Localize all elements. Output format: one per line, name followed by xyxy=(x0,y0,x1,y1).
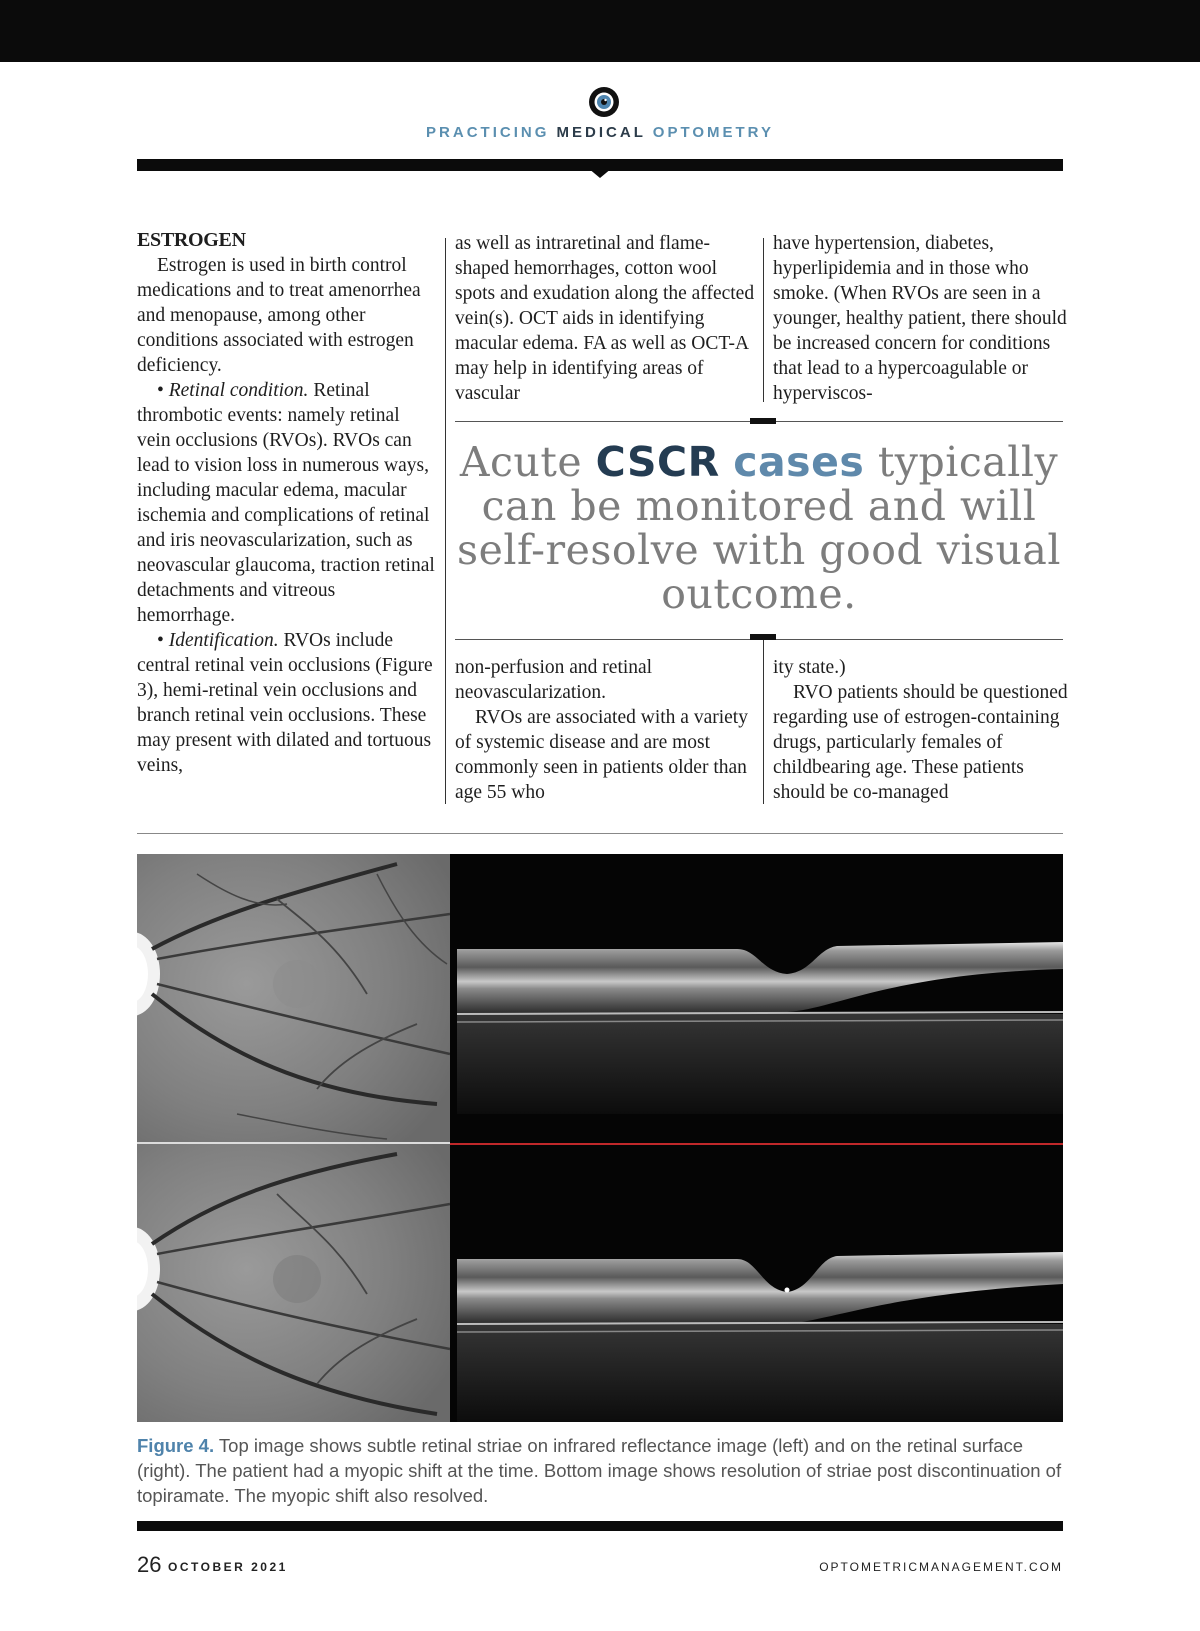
oct-scan-top xyxy=(450,854,1063,1143)
paragraph: • Retinal condition. Retinal thrombotic events: namely retinal vein occlusions (RVOs). RVOs can lead to vision loss in numerous ways, including macular edema, macular ischemia and complications of retinal and iris neovascularization, such as neovascular glaucoma, traction retinal detachments and vitreous hemorrhage. xyxy=(137,380,435,626)
paragraph: Estrogen is used in birth control medications and to treat amenorrhea and menopause, among other conditions associated with estrogen deficiency. xyxy=(137,255,421,376)
fundus-image-bottom xyxy=(137,1144,450,1422)
header-rule-notch xyxy=(588,168,612,178)
oct-fundus-composite xyxy=(137,854,1063,1422)
paragraph: as well as intraretinal and flame-shaped hemorrhages, cotton wool spots and exudation along the affected vein(s). OCT aids in identifying macular edema. FA as well as OCT-A may help in identifying areas of vascular xyxy=(455,233,755,404)
fundus-image-top xyxy=(137,854,450,1142)
paragraph: have hypertension, diabetes, hyperlipidemia and in those who smoke. (When RVOs are seen in a younger, healthy patient, there should be increased concern for conditions that lead to a hypercoagulable or hyperviscos- xyxy=(773,233,1067,404)
section-heading: ESTROGEN xyxy=(137,229,246,251)
column-divider xyxy=(763,238,764,402)
pullquote-top-tick xyxy=(750,418,776,424)
footer-rule xyxy=(137,1521,1063,1531)
paragraph: • Identification. RVOs include central retinal vein occlusions (Figure 3), hemi-retinal vein occlusions and branch retinal vein occlusions. These may present with dilated and tortuous veins, xyxy=(137,630,433,776)
running-head: PRACTICING MEDICAL OPTOMETRY xyxy=(426,124,774,141)
paragraph-label: Retinal condition. xyxy=(168,380,309,401)
paragraph-label: Identification. xyxy=(168,630,279,651)
paragraph: RVOs are associated with a variety of systemic disease and are most commonly seen in patients older than age 55 who xyxy=(455,707,748,803)
figure-4-image xyxy=(137,854,1063,1422)
paragraph: ity state.) xyxy=(773,657,846,678)
paragraph: non-perfusion and retinal neovascularization. xyxy=(455,657,653,703)
column-divider xyxy=(445,238,446,804)
figure-caption: Figure 4. Top image shows subtle retinal striae on infrared reflectance image (left) and on the retinal surface (right). The patient had a myopic shift at the time. Bottom image shows resolution of striae post discontinuation of topiramate. The myopic shift also resolved. xyxy=(137,1435,1062,1506)
column-1 xyxy=(137,228,437,778)
figure-label: Figure 4. xyxy=(137,1435,215,1456)
figure-top-rule xyxy=(137,833,1063,834)
pullquote-bottom-tick xyxy=(750,634,776,640)
issue-date: OCTOBER 2021 xyxy=(168,1560,288,1574)
column-2-top xyxy=(455,231,755,406)
scan-line-marker xyxy=(450,1143,1063,1145)
eye-logo-icon xyxy=(588,86,620,118)
oct-scan-bottom xyxy=(450,1145,1063,1422)
column-3-top xyxy=(773,231,1073,406)
top-black-bar xyxy=(0,0,1200,62)
column-divider xyxy=(763,640,764,804)
page-number: 26 xyxy=(137,1552,162,1577)
pull-quote: Acute CSCR cases typically can be monitored and will self-resolve with good visual outcome. xyxy=(457,438,1061,618)
paragraph: RVO patients should be questioned regarding use of estrogen-containing drugs, particularly females of childbearing age. These patients should be co-managed xyxy=(773,682,1068,803)
column-3-bottom xyxy=(773,655,1073,805)
column-2-bottom xyxy=(455,655,755,805)
website-url: OPTOMETRICMANAGEMENT.COM xyxy=(819,1560,1063,1574)
